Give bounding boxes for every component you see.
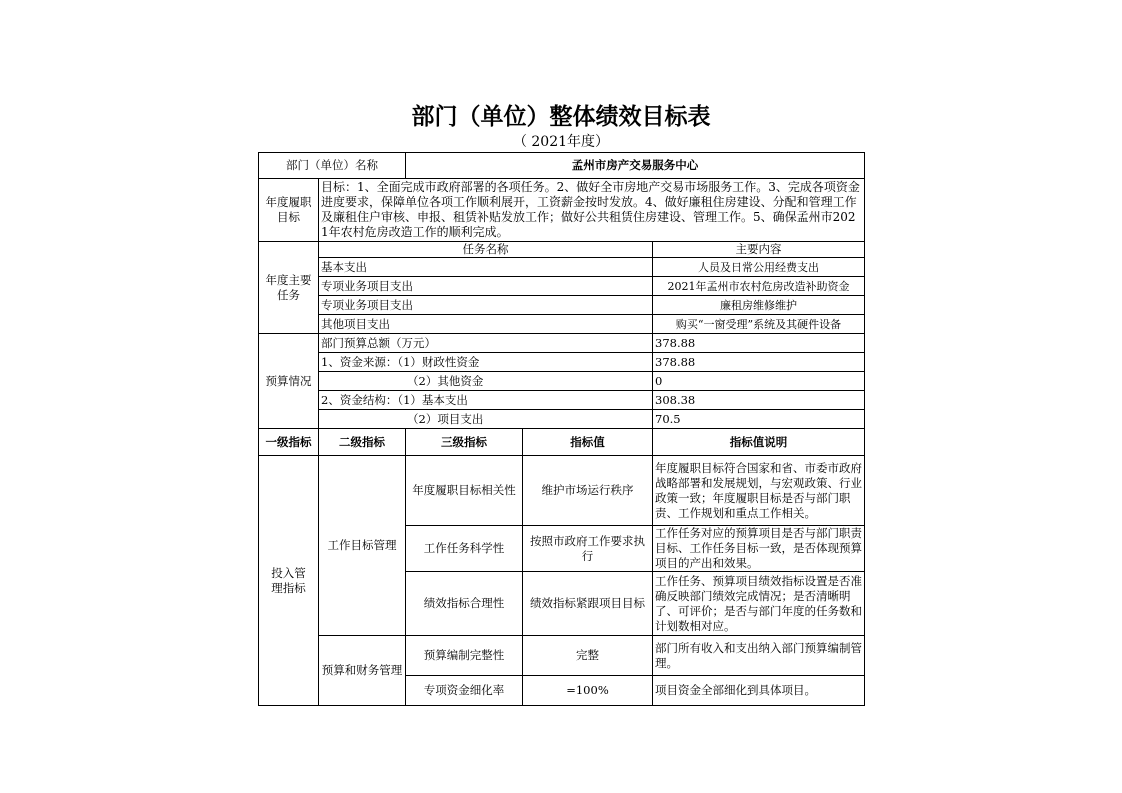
budget-item: 1、资金来源：（1）财政性资金	[319, 353, 653, 372]
unit-row	[259, 153, 865, 179]
indicator-description: 工作任务、预算项目绩效指标设置是否准确反映部门绩效完成情况；是否清晰明了、可评价；是否与部门年度的任务数和计划数相对应。	[653, 572, 865, 636]
indicator-row	[259, 636, 865, 676]
goal-text: 目标：1、全面完成市政府部署的各项任务。2、做好全市房地产交易市场服务工作。3、完成各项资金进度要求，保障单位各项工作顺利展开，工资薪金按时发放。4、做好廉租住房建设、分配和管理工作及廉租住户审核、申报、租赁补贴发放工作；做好公共租赁住房建设、管理工作。5、确保孟州市2021年农村危房改造工作的顺利完成。	[319, 179, 865, 242]
header-value: 指标值	[523, 429, 653, 456]
budget-row	[259, 391, 865, 410]
budget-row	[259, 334, 865, 353]
level3-cell: 年度履职目标相关性	[406, 456, 523, 526]
task-name: 基本支出	[319, 258, 653, 277]
task-name: 其他项目支出	[319, 315, 653, 334]
indicator-description: 工作任务对应的预算项目是否与部门职责目标、工作任务目标一致，是否体现预算项目的产出和效果。	[653, 526, 865, 572]
indicator-value: 绩效指标紧跟项目目标	[523, 572, 653, 636]
year-subtitle: （ 2021年度）	[512, 134, 610, 150]
level3-cell: 绩效指标合理性	[406, 572, 523, 636]
task-name-header: 任务名称	[319, 242, 653, 258]
budget-item: 部门预算总额（万元）	[319, 334, 653, 353]
task-row	[259, 258, 865, 277]
unit-value: 孟州市房产交易服务中心	[406, 153, 865, 179]
level3-cell: 工作任务科学性	[406, 526, 523, 572]
page-title: 部门（单位）整体绩效目标表	[411, 104, 711, 130]
indicator-value: =100%	[523, 676, 653, 706]
budget-value: 308.38	[653, 391, 865, 410]
budget-value: 378.88	[653, 334, 865, 353]
budget-item: （2）项目支出	[319, 410, 653, 429]
task-content: 廉租房维修维护	[653, 296, 865, 315]
task-content-header: 主要内容	[653, 242, 865, 258]
indicator-row	[259, 456, 865, 526]
header-description: 指标值说明	[653, 429, 865, 456]
header-level1: 一级指标	[259, 429, 319, 456]
task-name: 专项业务项目支出	[319, 277, 653, 296]
budget-row	[259, 353, 865, 372]
indicator-description: 年度履职目标符合国家和省、市委市政府战略部署和发展规划，与宏观政策、行业政策一致；年度履职目标是否与部门职责、工作规划和重点工作相关。	[653, 456, 865, 526]
indicator-value: 维护市场运行秩序	[523, 456, 653, 526]
task-content: 人员及日常公用经费支出	[653, 258, 865, 277]
indicator-description: 部门所有收入和支出纳入部门预算编制管理。	[653, 636, 865, 676]
goal-row	[259, 179, 865, 242]
budget-item: 2、资金结构：（1）基本支出	[319, 391, 653, 410]
budget-label: 预算情况	[259, 334, 319, 429]
budget-item: （2）其他资金	[319, 372, 653, 391]
tasks-label: 年度主要任务	[259, 242, 319, 334]
indicator-header-row	[259, 429, 865, 456]
budget-row	[259, 410, 865, 429]
indicator-description: 项目资金全部细化到具体项目。	[653, 676, 865, 706]
unit-label: 部门（单位）名称	[259, 153, 406, 179]
task-header-row	[259, 242, 865, 258]
task-content: 购买“一窗受理”系统及其硬件设备	[653, 315, 865, 334]
level3-cell: 专项资金细化率	[406, 676, 523, 706]
task-row	[259, 296, 865, 315]
header-level3: 三级指标	[406, 429, 523, 456]
budget-row	[259, 372, 865, 391]
budget-value: 378.88	[653, 353, 865, 372]
budget-value: 70.5	[653, 410, 865, 429]
budget-value: 0	[653, 372, 865, 391]
header-level2: 二级指标	[319, 429, 406, 456]
goal-label: 年度履职目标	[259, 179, 319, 242]
indicator-value: 按照市政府工作要求执行	[523, 526, 653, 572]
task-name: 专项业务项目支出	[319, 296, 653, 315]
level1-cell: 投入管理指标	[259, 456, 319, 706]
task-row	[259, 315, 865, 334]
task-row	[259, 277, 865, 296]
level3-cell: 预算编制完整性	[406, 636, 523, 676]
indicator-value: 完整	[523, 636, 653, 676]
level2-cell: 预算和财务管理	[319, 636, 406, 706]
task-content: 2021年孟州市农村危房改造补助资金	[653, 277, 865, 296]
performance-table	[258, 152, 865, 706]
level2-cell: 工作目标管理	[319, 456, 406, 636]
